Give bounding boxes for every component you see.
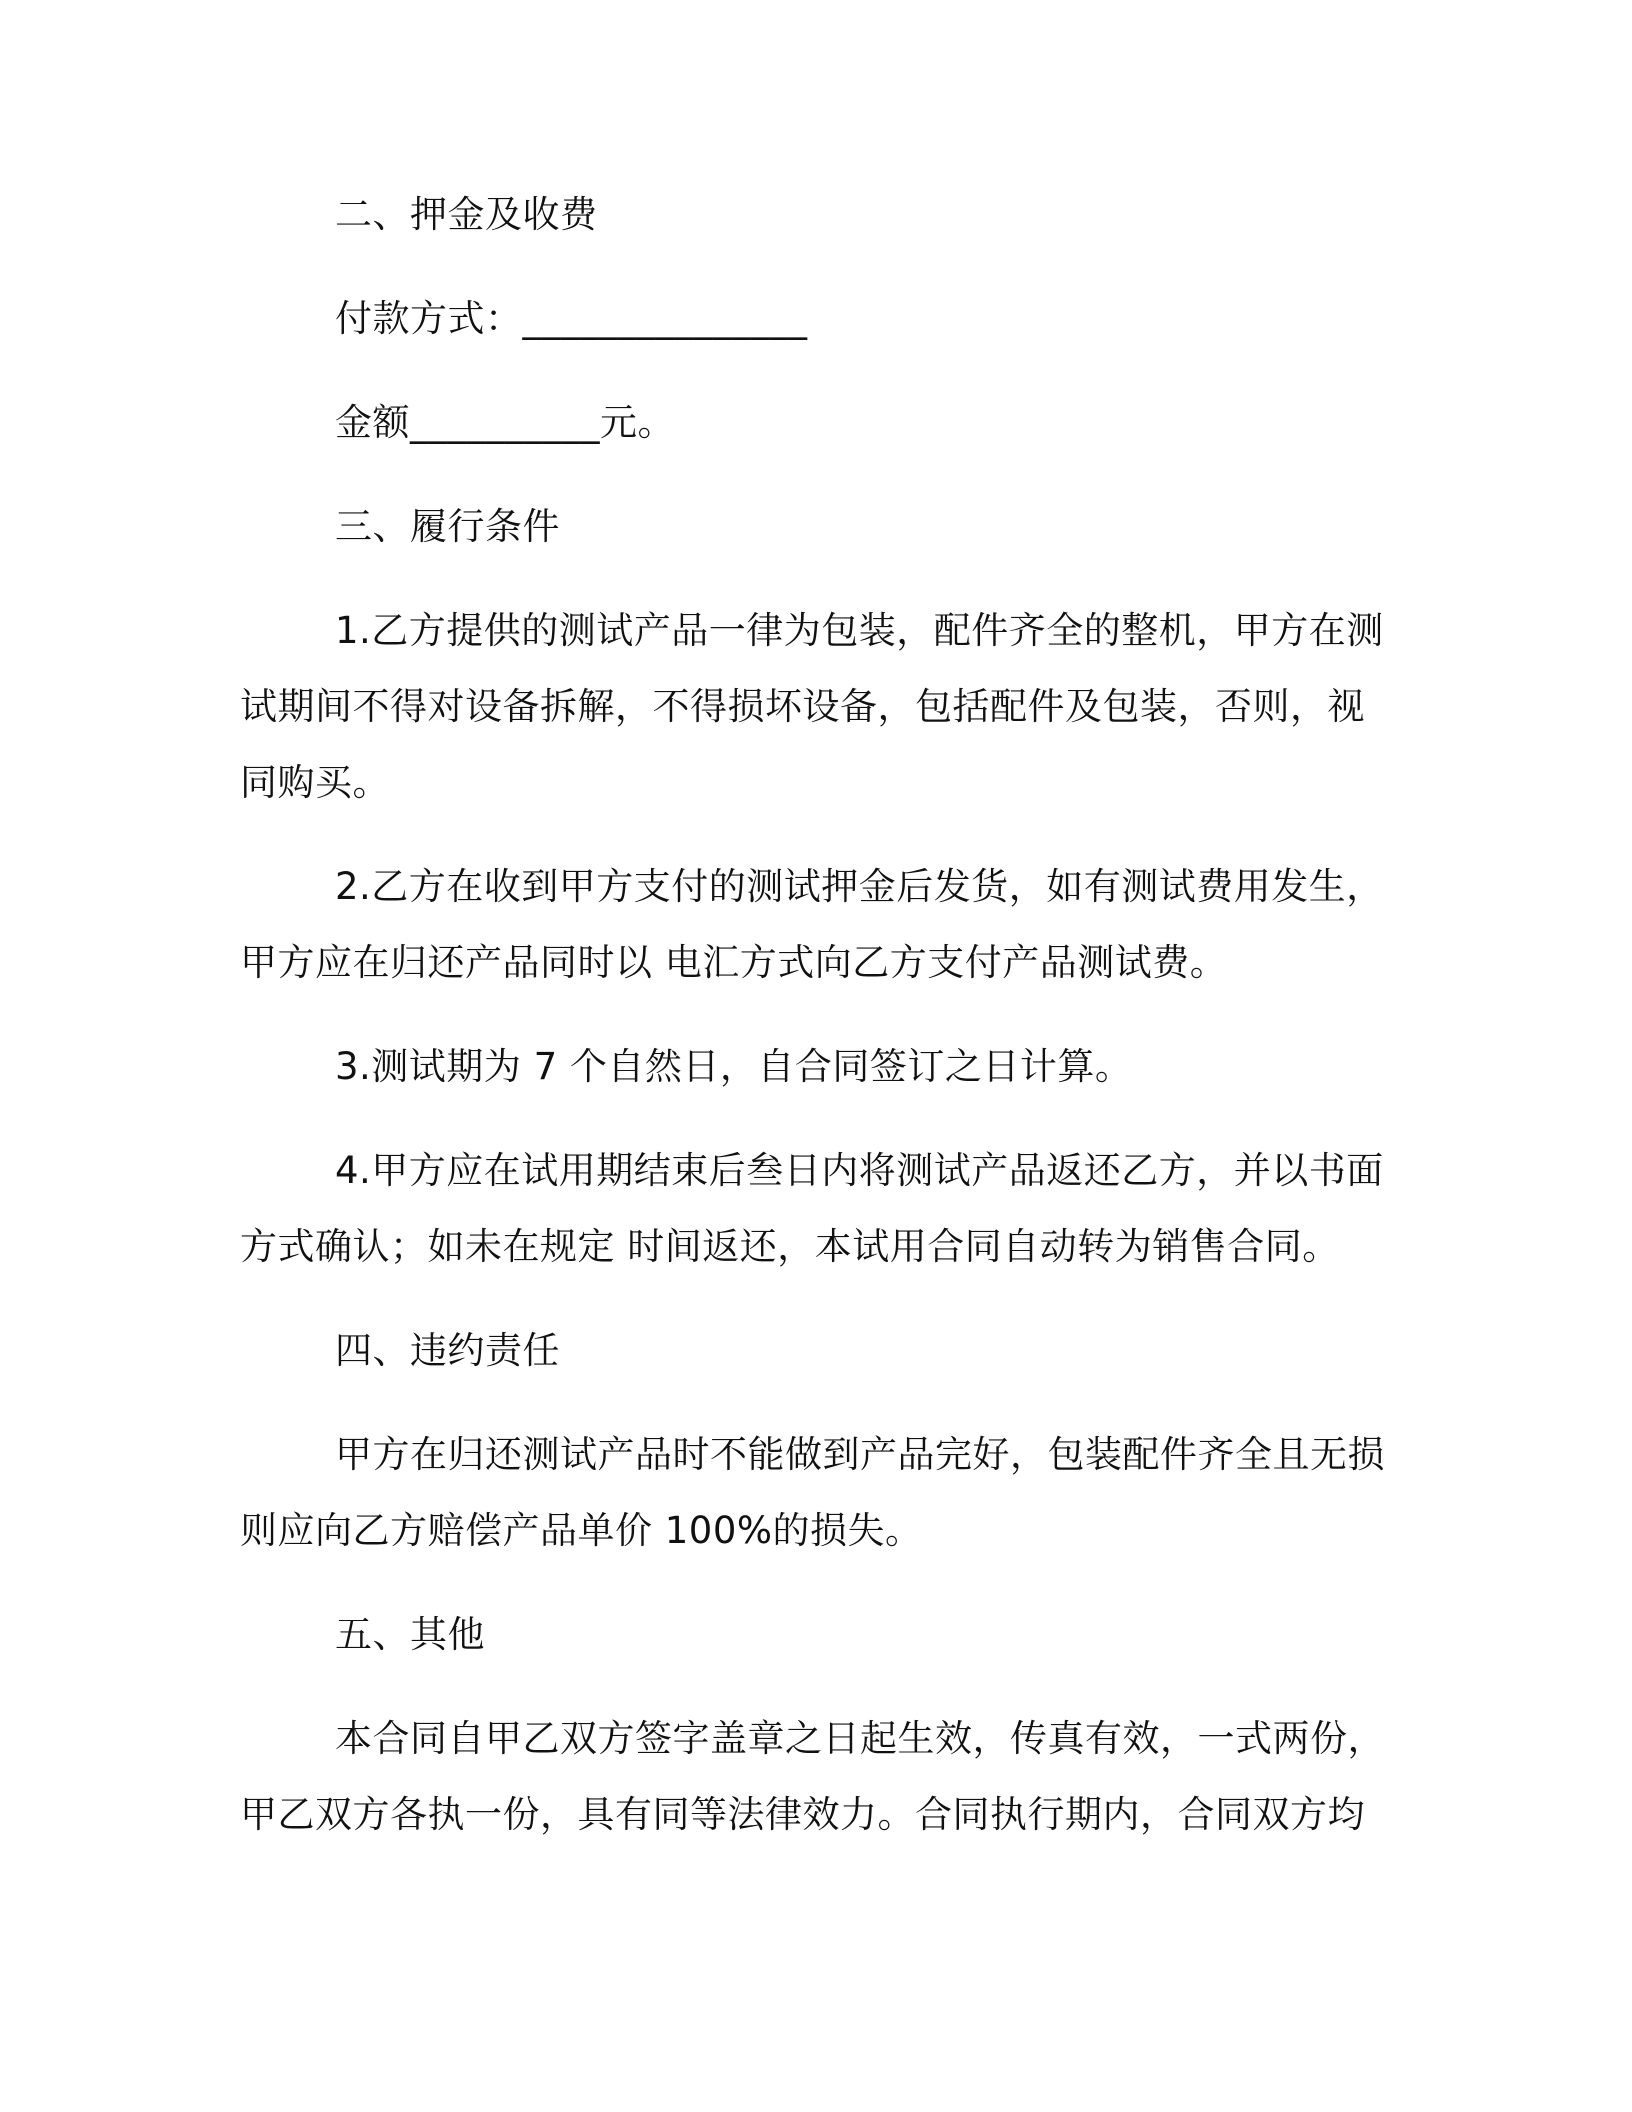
liability-line-2: 则应向乙方赔偿产品单价 100%的损失。: [240, 1509, 923, 1552]
clause-1-line-3: 同购买。: [240, 761, 390, 804]
section-heading-liability: 四、违约责任: [335, 1329, 560, 1372]
clause-1-line-2: 试期间不得对设备拆解，不得损坏设备，包括配件及包装，否则，视: [240, 685, 1365, 728]
payment-method-line: 付款方式：_______________: [335, 297, 808, 340]
clause-1-line-1: 1.乙方提供的测试产品一律为包装，配件齐全的整机，甲方在测: [335, 609, 1384, 652]
clause-3-line-1: 3.测试期为 7 个自然日，自合同签订之日计算。: [335, 1045, 1133, 1088]
clause-2-line-1: 2.乙方在收到甲方支付的测试押金后发货，如有测试费用发生，: [335, 865, 1384, 908]
clause-4-line-1: 4.甲方应在试用期结束后叁日内将测试产品返还乙方，并以书面: [335, 1149, 1384, 1192]
section-heading-deposit: 二、押金及收费: [335, 193, 598, 236]
section-heading-other: 五、其他: [335, 1613, 485, 1656]
clause-4-line-2: 方式确认；如未在规定 时间返还，本试用合同自动转为销售合同。: [240, 1225, 1340, 1268]
liability-line-1: 甲方在归还测试产品时不能做到产品完好，包装配件齐全且无损: [335, 1433, 1385, 1476]
clause-2-line-2: 甲方应在归还产品同时以 电汇方式向乙方支付产品测试费。: [240, 941, 1228, 984]
section-heading-conditions: 三、履行条件: [335, 505, 560, 548]
other-line-1: 本合同自甲乙双方签字盖章之日起生效，传真有效，一式两份，: [335, 1717, 1385, 1760]
amount-line: 金额__________元。: [335, 401, 675, 444]
other-line-2: 甲乙双方各执一份，具有同等法律效力。合同执行期内，合同双方均: [240, 1793, 1365, 1836]
